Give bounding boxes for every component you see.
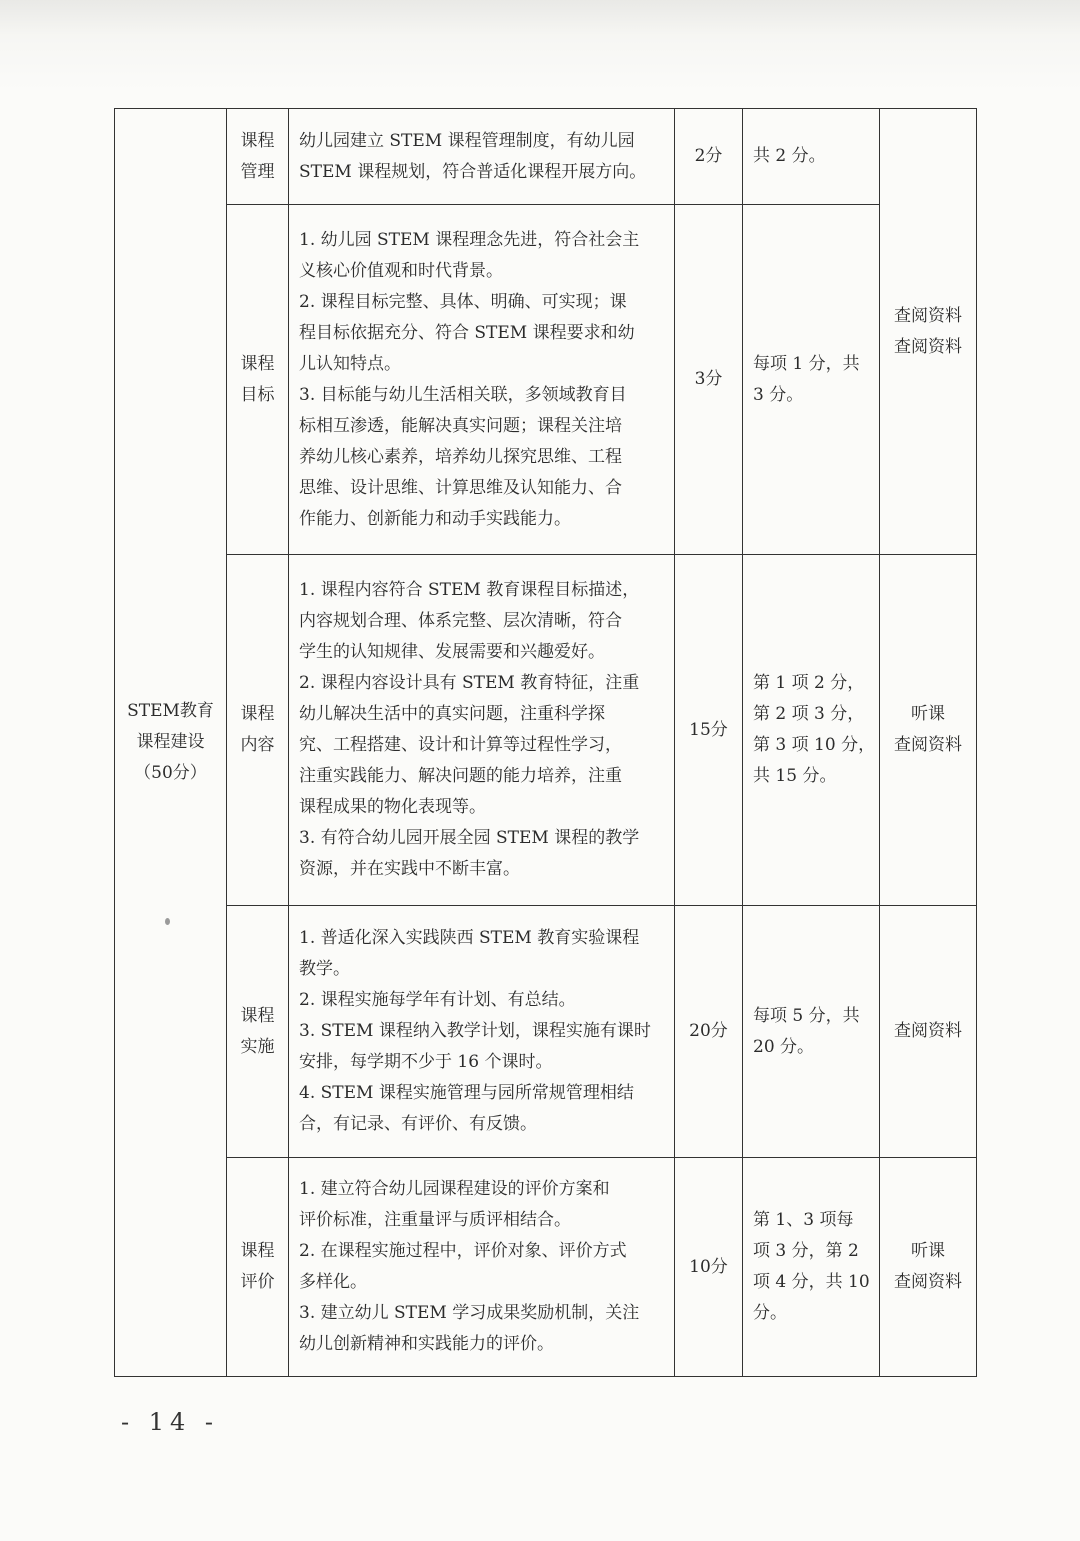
rule-cell: 每项 1 分，共 3 分。 [743,205,880,555]
standard-cell: 1. 课程内容符合 STEM 教育课程目标描述， 内容规划合理、体系完整、层次清晰，符合 学生的认知规律、发展需要和兴趣爱好。 2. 课程内容设计具有 STEM 教育特征，注重 幼儿解决生活中的真实问题，注重科学探 究、工程搭建、设计和计算等过程性学习， 注重实践能力、解决问题的能力培养，注重 课程成果的物化表现等。 3. 有符合幼儿园开展全园 STEM 课程的教学 资源，并在实践中不断丰富。 [289,555,675,906]
evaluation-table [114,108,977,1377]
category-line: 课程建设 [136,732,205,752]
score-cell: 15分 [675,555,743,906]
table-row [115,1158,977,1377]
table-row [115,906,977,1158]
standard-cell: 1. 普适化深入实践陕西 STEM 教育实验课程 教学。 2. 课程实施每学年有计划、有总结。 3. STEM 课程纳入教学计划，课程实施有课时 安排，每学期不少于 16 个课时。 4. STEM 课程实施管理与园所常规管理相结 合，有记录、有评价、有反馈。 [289,906,675,1158]
item-cell: 课程 内容 [227,555,289,906]
method-cell: 听课 查阅资料 [880,555,977,906]
category-line: STEM教育 [127,701,214,721]
score-cell: 10分 [675,1158,743,1377]
rule-cell: 每项 5 分，共 20 分。 [743,906,880,1158]
item-cell: 课程 管理 [227,109,289,205]
table-row [115,205,977,555]
standard-cell: 1. 建立符合幼儿园课程建设的评价方案和 评价标准，注重量评与质评相结合。 2. 在课程实施过程中，评价对象、评价方式 多样化。 3. 建立幼儿 STEM 学习成果奖励机制，关注 幼儿创新精神和实践能力的评价。 [289,1158,675,1377]
item-cell: 课程 目标 [227,205,289,555]
scan-speck [165,918,170,925]
score-cell: 20分 [675,906,743,1158]
standard-cell: 幼儿园建立 STEM 课程管理制度，有幼儿园 STEM 课程规划，符合普适化课程开展方向。 [289,109,675,205]
score-cell: 3分 [675,205,743,555]
item-cell: 课程 评价 [227,1158,289,1377]
table-row [115,109,977,205]
method-cell: 听课 查阅资料 [880,1158,977,1377]
rule-cell: 共 2 分。 [743,109,880,205]
table-row [115,555,977,906]
category-cell [115,109,227,1377]
item-cell: 课程 实施 [227,906,289,1158]
method-cell: 查阅资料 查阅资料 [880,109,977,555]
rule-cell: 第 1 项 2 分， 第 2 项 3 分， 第 3 项 10 分， 共 15 分。 [743,555,880,906]
standard-cell: 1. 幼儿园 STEM 课程理念先进，符合社会主 义核心价值观和时代背景。 2. 课程目标完整、具体、明确、可实现；课 程目标依据充分、符合 STEM 课程要求和幼 儿认知特点。 3. 目标能与幼儿生活相关联，多领域教育目 标相互渗透，能解决真实问题；课程关注培 养幼儿核心素养，培养幼儿探究思维、工程 思维、设计思维、计算思维及认知能力、合 作能力、创新能力和动手实践能力。 [289,205,675,555]
scan-top-edge [0,0,1080,90]
page-number: - 14 - [121,1408,220,1436]
rule-cell: 第 1、3 项每 项 3 分，第 2 项 4 分，共 10 分。 [743,1158,880,1377]
method-cell: 查阅资料 [880,906,977,1158]
score-cell: 2分 [675,109,743,205]
category-line: （50分） [134,763,207,783]
